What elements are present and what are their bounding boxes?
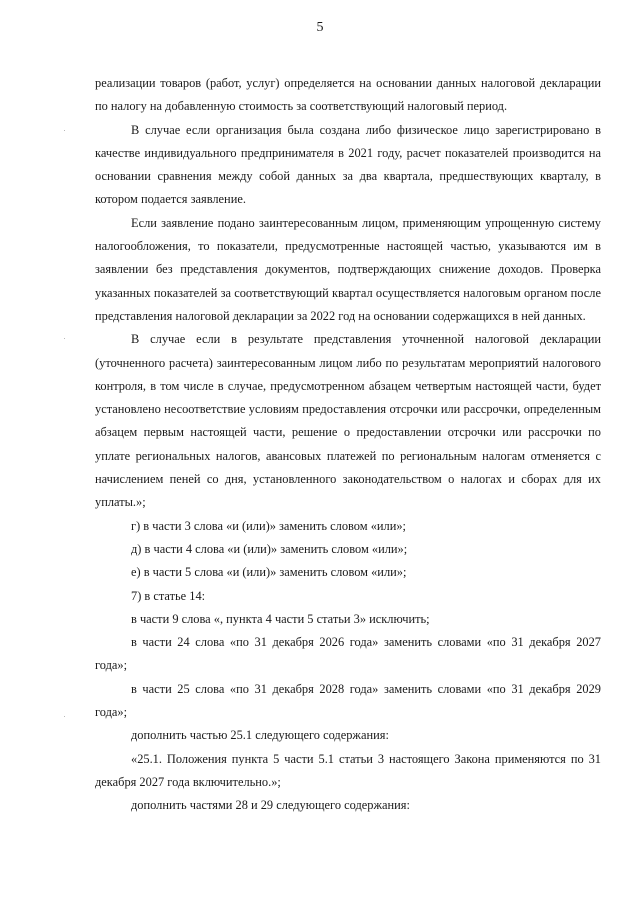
paragraph: в части 9 слова «, пункта 4 части 5 статьи 3» исключить;: [131, 611, 430, 626]
paragraph: дополнить частями 28 и 29 следующего содержания:: [131, 798, 410, 813]
paragraph: Если заявление подано заинтересованным лицом, применяющим упрощенную систему налогообложения, то показатели, предусмотренные настоящей частью, указываются им в заявлении без представления документов, подтверждающих снижение доходов. Проверка указанных показателей за соответствующий квартал осуществляется налоговым органом после представления налоговой декларации за 2022 год на основании содержащихся в ней данных.: [95, 215, 601, 323]
paragraph: г) в части 3 слова «и (или)» заменить словом «или»;: [131, 518, 406, 533]
paragraph: 7) в статье 14:: [131, 588, 206, 603]
paragraph: дополнить частью 25.1 следующего содержания:: [131, 728, 389, 743]
paragraph: е) в части 5 слова «и (или)» заменить словом «или»;: [131, 565, 407, 580]
paragraph: д) в части 4 слова «и (или)» заменить словом «или»;: [131, 541, 408, 556]
margin-dot: [64, 130, 65, 131]
document-body: [95, 72, 601, 818]
paragraph: реализации товаров (работ, услуг) определяется на основании данных налоговой декларации по налогу на добавленную стоимость за соответствующий налоговый период.: [95, 76, 601, 114]
paragraph: В случае если организация была создана либо физическое лицо зарегистрировано в качестве индивидуального предпринимателя в 2021 году, расчет показателей производится на основании сравнения между собой данных за два квартала, предшествующих кварталу, в котором подается заявление.: [95, 122, 601, 207]
paragraph: в части 25 слова «по 31 декабря 2028 года» заменить словами «по 31 декабря 2029 года»;: [95, 681, 601, 720]
paragraph: «25.1. Положения пункта 5 части 5.1 статьи 3 настоящего Закона применяются по 31 декабря 2027 года включительно.»;: [95, 751, 601, 789]
paragraph: В случае если в результате представления уточненной налоговой декларации (уточненного расчета) заинтересованным лицом либо по результатам мероприятий налогового контроля, в том числе в случае, предусмотренном абзацем четвертым настоящей части, будет установлено несоответствие условиям предоставления отсрочки или рассрочки, определенным абзацем первым настоящей части, решение о предоставлении отсрочки или рассрочки по уплате региональных налогов, авансовых платежей по региональным налогам отменяется с начислением пеней со дня, установленного законодательством о налогах и сборах для их уплаты.»;: [95, 332, 601, 510]
margin-dot: [64, 716, 65, 717]
page-number: 5: [316, 20, 324, 35]
paragraph: в части 24 слова «по 31 декабря 2026 года» заменить словами «по 31 декабря 2027 года»;: [95, 635, 601, 673]
margin-dot: [64, 338, 65, 339]
